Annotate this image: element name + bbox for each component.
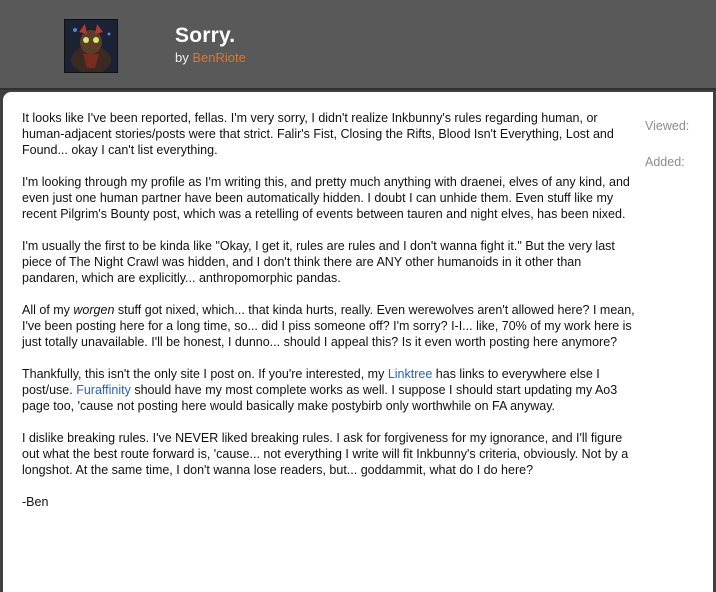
paragraph-2: I'm looking through my profile as I'm writing this, and pretty much anything with draenei, elves of any kind, and even just one human partner have been automatically hidden. I doubt I can unhide them. Even stuff like my recent Pilgrim's Bounty post, which was a retelling of events between tauren and night elves, has been nixed.	[22, 175, 630, 221]
journal-body	[22, 110, 637, 526]
by-label: by	[175, 50, 189, 65]
avatar-image-icon	[65, 20, 117, 72]
p4-text-b: stuff got nixed, which... that kinda hurts, really. Even werewolves aren't allowed here? I mean, I've been posting here for a long time, so... did I piss someone off? I'm sorry? I-I... like, 70% of my work here is just totally unavailable. I'll be honest, I dunno... should I appeal this? Is it even worth posting here anymore?	[22, 303, 635, 349]
linktree-link[interactable]: Linktree	[387, 367, 433, 381]
paragraph-3: I'm usually the first to be kinda like "Okay, I get it, rules are rules and I don't wanna fight it." But the very last piece of The Night Crawl was hidden, and I don't think there are ANY other humanoids in it other than pandaren, which are explicitly... anthropomorphic pandas.	[22, 239, 615, 285]
avatar[interactable]	[64, 19, 118, 73]
page-header	[0, 0, 716, 90]
p5-text-b: has links to everywhere else I post/use.	[22, 367, 600, 397]
journal-content	[3, 92, 716, 592]
signature: -Ben	[22, 495, 49, 509]
added-label: Added:	[645, 155, 685, 169]
p4-text-a: All of my	[22, 303, 74, 317]
p4-emphasis: worgen	[73, 303, 115, 317]
paragraph-6: I dislike breaking rules. I've NEVER liked breaking rules. I ask for forgiveness for my ignorance, and I'll figure out what the best route forward is, 'cause... not everything I write will fit Inkbunny's criteria, obviously. Not by a longshot. At the same time, I don't wanna lose readers, but... goddammit, what do I do here?	[22, 431, 629, 477]
journal-meta	[645, 118, 689, 190]
paragraph-1: It looks like I've been reported, fellas. I'm very sorry, I didn't realize Inkbunny's rules regarding human, or human-adjacent stories/posts were that strict. Falir's Fist, Closing the Rifts, Blood Isn't Everything, Lost and Found... okay I can't list everything.	[22, 111, 614, 157]
author-link[interactable]: BenRiote	[192, 50, 246, 65]
page-title: Sorry.	[175, 24, 236, 47]
byline	[175, 50, 246, 65]
paragraph-5	[22, 366, 637, 414]
viewed-label: Viewed:	[645, 119, 690, 133]
furaffinity-link[interactable]: Furaffinity	[76, 383, 131, 397]
paragraph-4	[22, 302, 637, 350]
p5-text-a: Thankfully, this isn't the only site I post on. If you're interested, my	[22, 367, 388, 381]
p5-text-c: should have my most complete works as well. I suppose I should start updating my Ao3 page too, 'cause not posting here would basically make postybirb only worthwhile on FA anyway.	[22, 383, 618, 413]
